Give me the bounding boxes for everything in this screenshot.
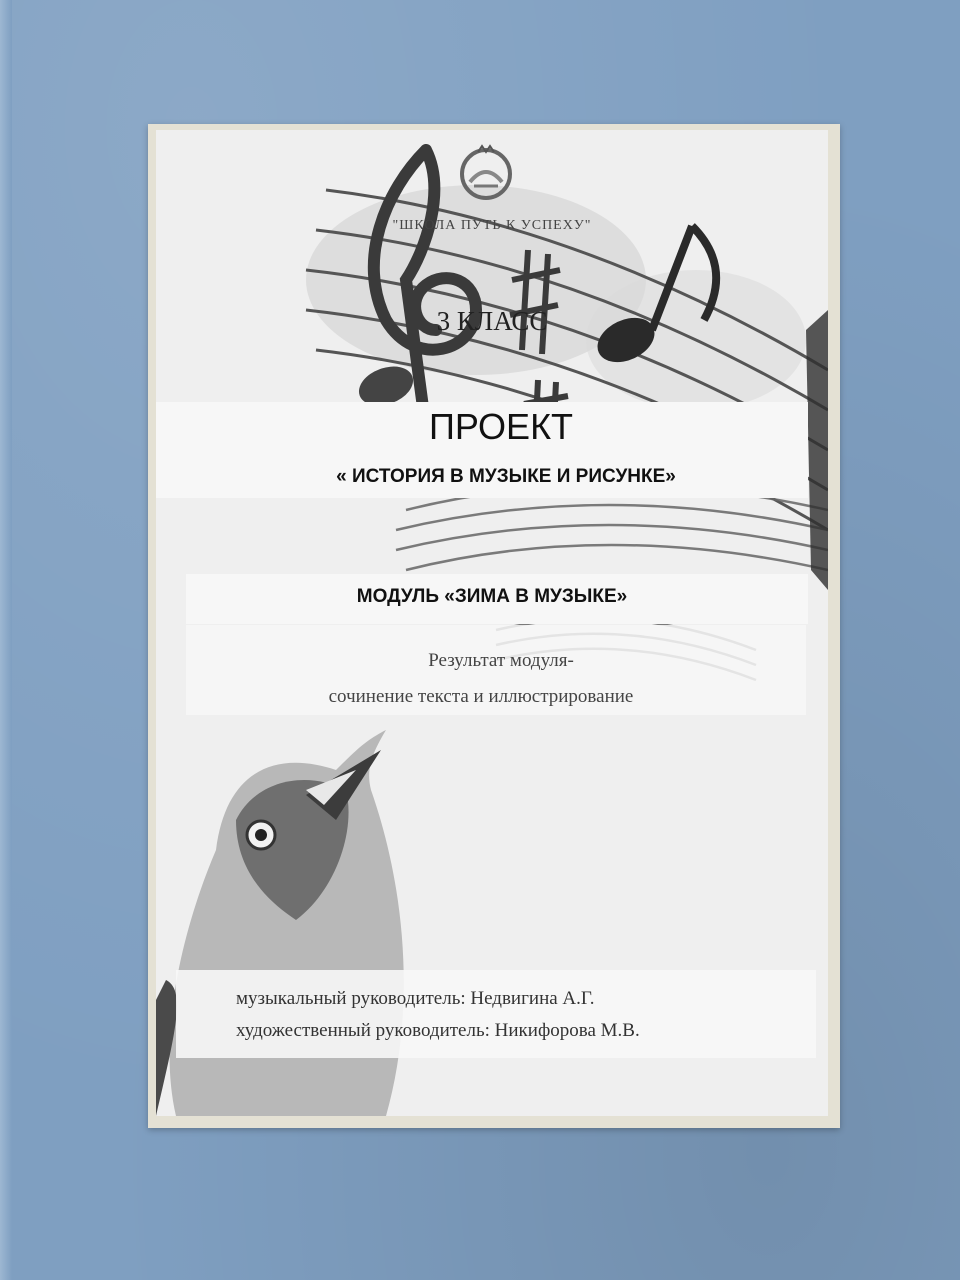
project-title: « ИСТОРИЯ В МУЗЫКЕ И РИСУНКЕ» [336, 466, 676, 487]
module-title: МОДУЛЬ «ЗИМА В МУЗЫКЕ» [356, 586, 628, 607]
music-director-credit: музыкальный руководитель: Недвигина А.Г. [236, 988, 595, 1009]
poster-sheet [156, 130, 828, 1116]
art-director-credit: художественный руководитель: Никифорова М.В. [236, 1020, 640, 1041]
grade-heading: 3 КЛАСС [436, 306, 548, 336]
result-line-2: сочинение текста и иллюстрирование [328, 686, 634, 707]
result-line-1: Результат модуля- [428, 650, 574, 671]
bird-illustration [156, 730, 404, 1116]
board-edge [0, 0, 12, 1280]
school-logo-icon [456, 142, 516, 204]
project-label: ПРОЕКТ [428, 406, 574, 447]
credits-band [176, 970, 816, 1058]
school-name: "ШКОЛА ПУТЬ К УСПЕХУ" [392, 218, 592, 233]
